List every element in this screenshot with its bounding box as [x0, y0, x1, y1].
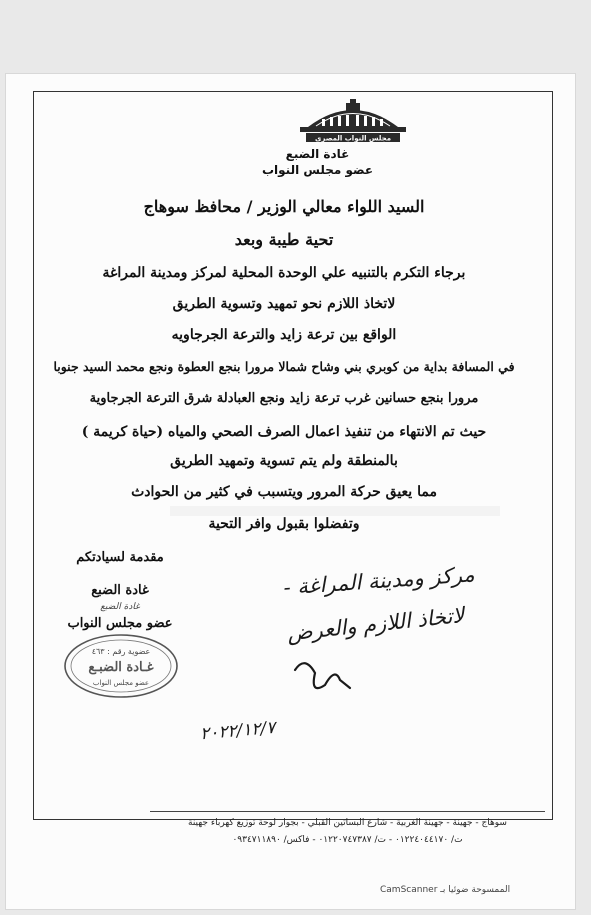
header-role: عضو مجلس النواب: [261, 163, 374, 177]
stamp-member-number: عضوية رقم : ٤٦٣: [91, 647, 151, 656]
body-line-3: الواقع بين ترعة زايد والترعة الجرجاويه: [171, 327, 397, 343]
greeting: تحية طيبة وبعد: [234, 230, 334, 249]
body-line-8: مما يعيق حركة المرور ويتسبب في كثير من الحوادث: [131, 484, 437, 500]
footer-rule: [150, 811, 545, 812]
handwritten-annotation: [190, 555, 490, 750]
parliament-logo: [286, 99, 420, 143]
stamp-name: غـادة الضبـع: [88, 660, 154, 675]
handwriting-line-1: - مركز ومدينة المراغة: [282, 562, 476, 600]
body-line-4: في المسافة بداية من كوبري بني وشاح شمالا مرورا بنجع العطوة ونجع محمد السيد جنوبا: [53, 359, 515, 374]
header-name: غادة الضبع: [285, 147, 350, 161]
logo-caption: مجلس النواب المصرى: [314, 134, 392, 143]
closing-role: عضو مجلس النواب: [67, 616, 173, 631]
body-line-6: حيث تم الانتهاء من تنفيذ اعمال الصرف الصحي والمياه (حياة كريمة ): [81, 424, 487, 440]
body-line-7: بالمنطقة ولم يتم تسوية وتمهيد الطريق: [170, 453, 398, 469]
body-line-1: برجاء التكرم بالتنبيه علي الوحدة المحلية لمركز ومدينة المراغة: [102, 265, 466, 281]
scan-artifact: [170, 506, 500, 516]
footer-phones: ت/ ٠١٢٢٤٠٤٤١٧٠ - ت/ ٠١٢٢٠٧٤٧٣٨٧ - فاكس/ ٠٩٣٤٧١١٨٩٠: [232, 835, 463, 845]
official-stamp: [62, 632, 180, 700]
body-line-2: لاتخاذ اللازم نحو تمهيد وتسوية الطريق: [172, 296, 396, 312]
body-line-9: وتفضلوا بقبول وافر التحية: [208, 516, 360, 532]
stamp-role: عضو مجلس النواب: [92, 679, 150, 687]
salutation: السيد اللواء معالي الوزير / محافظ سوهاج: [143, 197, 425, 216]
closing-presented: مقدمة لسيادتكم: [76, 550, 164, 565]
scanner-watermark: الممسوحة ضوئيا بـ CamScanner: [380, 885, 511, 895]
signature-mark: [295, 663, 350, 688]
body-line-5: مرورا بنجع حسانين غرب ترعة زايد ونجع العبادلة شرق الترعة الجرجاوية: [89, 391, 479, 406]
closing-name: غادة الضبع: [91, 583, 149, 598]
handwriting-line-2: لاتخاذ اللازم والعرض: [285, 603, 466, 646]
signature-scribble: غادة الضبع: [100, 602, 140, 612]
handwriting-date: ٢٠٢٢/١٢/٧: [199, 717, 277, 745]
footer-address: سوهاج - جهينة - جهينة الغربية - شارع البساتين القبلي - بجوار لوحة توزيع كهرباء جهينة: [188, 818, 507, 828]
